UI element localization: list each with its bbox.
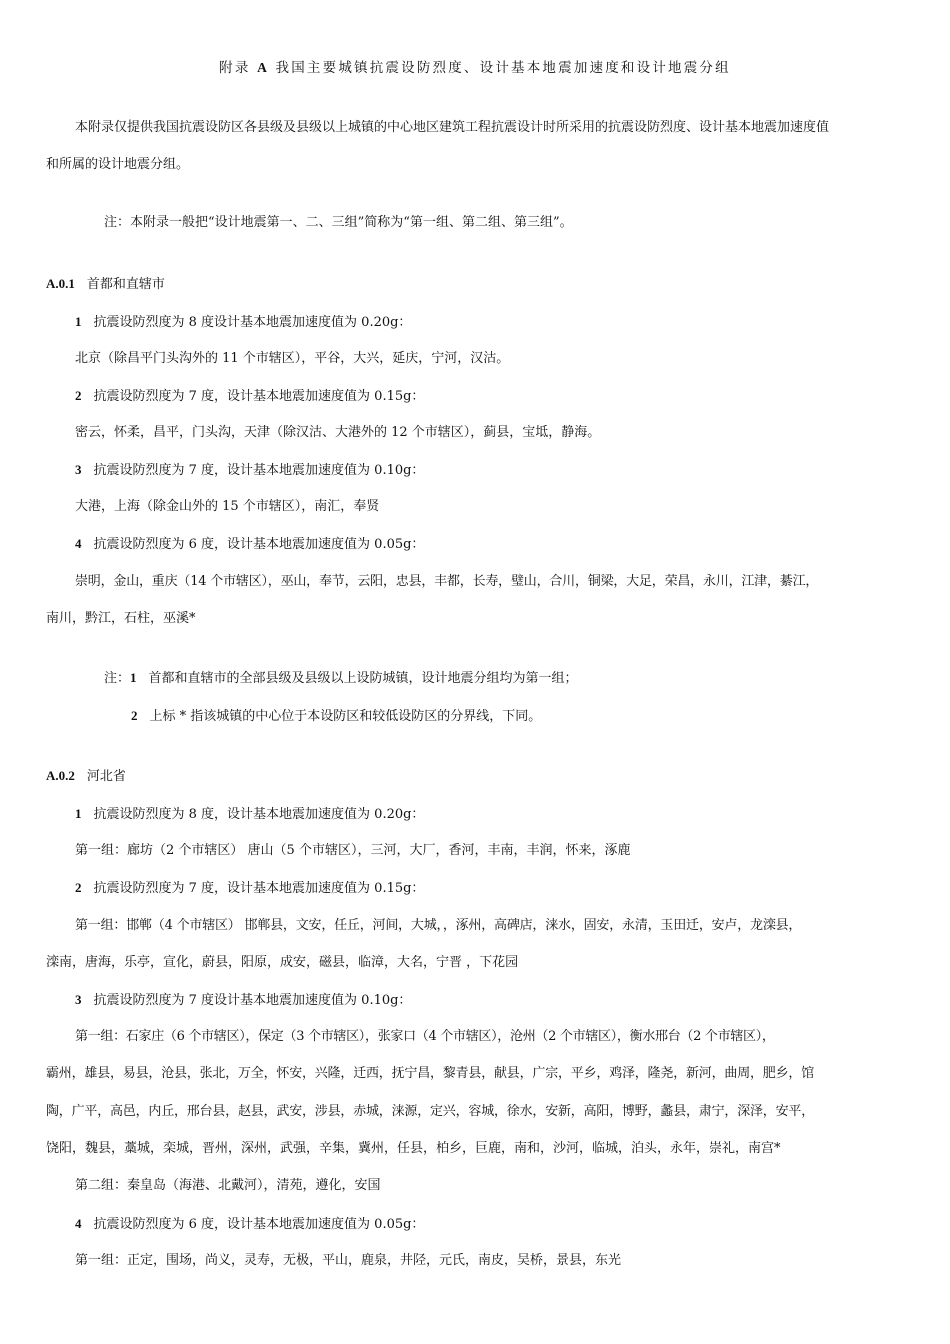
item-heading [75, 314, 411, 331]
note-prefix: 注： [104, 671, 131, 686]
item-body-line: 第一组：正定，围场，尚义，灵寿，无极，平山，鹿泉，井陉，元氏，南皮，吴桥，景县，东光 [75, 1253, 622, 1268]
section-name: 河北省 [86, 769, 126, 784]
section-note-2 [131, 708, 541, 725]
item-heading [75, 1216, 424, 1233]
item-number: 2 [75, 388, 82, 403]
item-body-line: 第一组：廊坊（2 个市辖区） 唐山（5 个市辖区），三河，大厂，香河，丰南，丰润，怀来，涿鹿 [75, 843, 631, 858]
item-text: 抗震设防烈度为 7 度，设计基本地震加速度值为 0.15g： [93, 881, 425, 896]
item-body-line: 崇明，金山，重庆（14 个市辖区），巫山，奉节，云阳，忠县，丰都，长寿，璧山，合川，铜梁，大足，荣昌，永川，江津，綦江， [75, 574, 819, 589]
note-number: 2 [131, 708, 138, 723]
note-text: 上标 * 指该城镇的中心位于本设防区和较低设防区的分界线，下同。 [149, 709, 542, 724]
item-text: 抗震设防烈度为 7 度设计基本地震加速度值为 0.10g： [93, 993, 412, 1008]
item-number: 4 [75, 536, 82, 551]
item-body-line: 霸州，雄县，易县，沧县，张北，万全，怀安，兴隆，迁西，抚宁昌，黎青县，献县，广宗，平乡，鸡泽，隆尧，新河，曲周，肥乡，馆 [46, 1066, 815, 1081]
intro-note: 注：本附录一般把“设计地震第一、二、三组”简称为“第一组、第二组、第三组”。 [104, 215, 573, 230]
item-body-line: 南川，黔江，石柱，巫溪* [46, 611, 196, 626]
item-heading [75, 880, 424, 897]
intro-line-1: 本附录仅提供我国抗震设防区各县级及县级以上城镇的中心地区建筑工程抗震设计时所采用的抗震设防烈度、设计基本地震加速度值 [75, 120, 830, 135]
section-name: 首都和直辖市 [86, 277, 165, 292]
item-text: 抗震设防烈度为 8 度，设计基本地震加速度值为 0.20g： [93, 807, 425, 822]
item-text: 抗震设防烈度为 7 度，设计基本地震加速度值为 0.10g： [93, 463, 425, 478]
item-body-line: 密云，怀柔，昌平，门头沟，天津（除汉沽、大港外的 12 个市辖区），蓟县，宝坻，静海。 [75, 425, 601, 440]
item-text: 抗震设防烈度为 7 度，设计基本地震加速度值为 0.15g： [93, 389, 425, 404]
item-number: 3 [75, 992, 82, 1007]
note-number: 1 [130, 670, 137, 685]
item-number: 3 [75, 462, 82, 477]
item-heading [75, 388, 424, 405]
title-label: 附录 [219, 60, 251, 76]
note-text: 首都和直辖市的全部县级及县级以上设防城镇，设计地震分组均为第一组； [148, 671, 578, 686]
section-heading-a01 [46, 276, 165, 293]
item-number: 1 [75, 806, 82, 821]
title-text: 我国主要城镇抗震设防烈度、设计基本地震加速度和设计地震分组 [275, 60, 731, 76]
item-body-line: 大港，上海（除金山外的 15 个市辖区），南汇，奉贤 [75, 499, 380, 514]
section-note-1 [104, 670, 578, 687]
item-text: 抗震设防烈度为 6 度，设计基本地震加速度值为 0.05g： [93, 1217, 425, 1232]
item-heading [75, 536, 424, 553]
item-body-line: 陶，广平，高邑，内丘，邢台县，赵县，武安，涉县，赤城，涞源，定兴，容城，徐水，安新，高阳，博野，蠡县，肃宁，深泽，安平， [46, 1104, 815, 1119]
item-number: 1 [75, 314, 82, 329]
appendix-title [0, 60, 950, 76]
item-body-line: 饶阳，魏县，藁城，栾城，晋州，深州，武强，辛集，冀州，任县，柏乡，巨鹿，南和，沙河，临城，泊头，永年，崇礼，南宫* [46, 1141, 781, 1156]
item-text: 抗震设防烈度为 8 度设计基本地震加速度值为 0.20g： [93, 315, 412, 330]
title-letter: A [257, 60, 270, 75]
item-body-line: 北京（除昌平门头沟外的 11 个市辖区），平谷，大兴，延庆，宁河，汉沽。 [75, 351, 510, 366]
item-body-line: 第一组：石家庄（6 个市辖区），保定（3 个市辖区），张家口（4 个市辖区），沧州（2 个市辖区），衡水邢台（2 个市辖区）， [75, 1029, 775, 1044]
section-number: A.0.2 [46, 768, 75, 783]
item-heading [75, 462, 424, 479]
item-number: 4 [75, 1216, 82, 1231]
section-number: A.0.1 [46, 276, 75, 291]
item-number: 2 [75, 880, 82, 895]
item-body-line: 第一组：邯郸（4 个市辖区） 邯郸县，文安，任丘，河间，大城，，涿州，高碑店，涞水，固安，永清，玉田迁，安卢，龙滦县， [75, 918, 802, 933]
item-heading [75, 806, 424, 823]
item-body-line: 第二组：秦皇岛（海港、北戴河），清苑，遵化，安国 [75, 1178, 381, 1193]
item-heading [75, 992, 411, 1009]
intro-line-2: 和所属的设计地震分组。 [46, 157, 190, 172]
item-text: 抗震设防烈度为 6 度，设计基本地震加速度值为 0.05g： [93, 537, 425, 552]
section-heading-a02 [46, 768, 126, 785]
item-body-line: 滦南，唐海，乐亭，宣化，蔚县，阳原，成安，磁县，临漳，大名，宁晋 ，下花园 [46, 955, 519, 970]
